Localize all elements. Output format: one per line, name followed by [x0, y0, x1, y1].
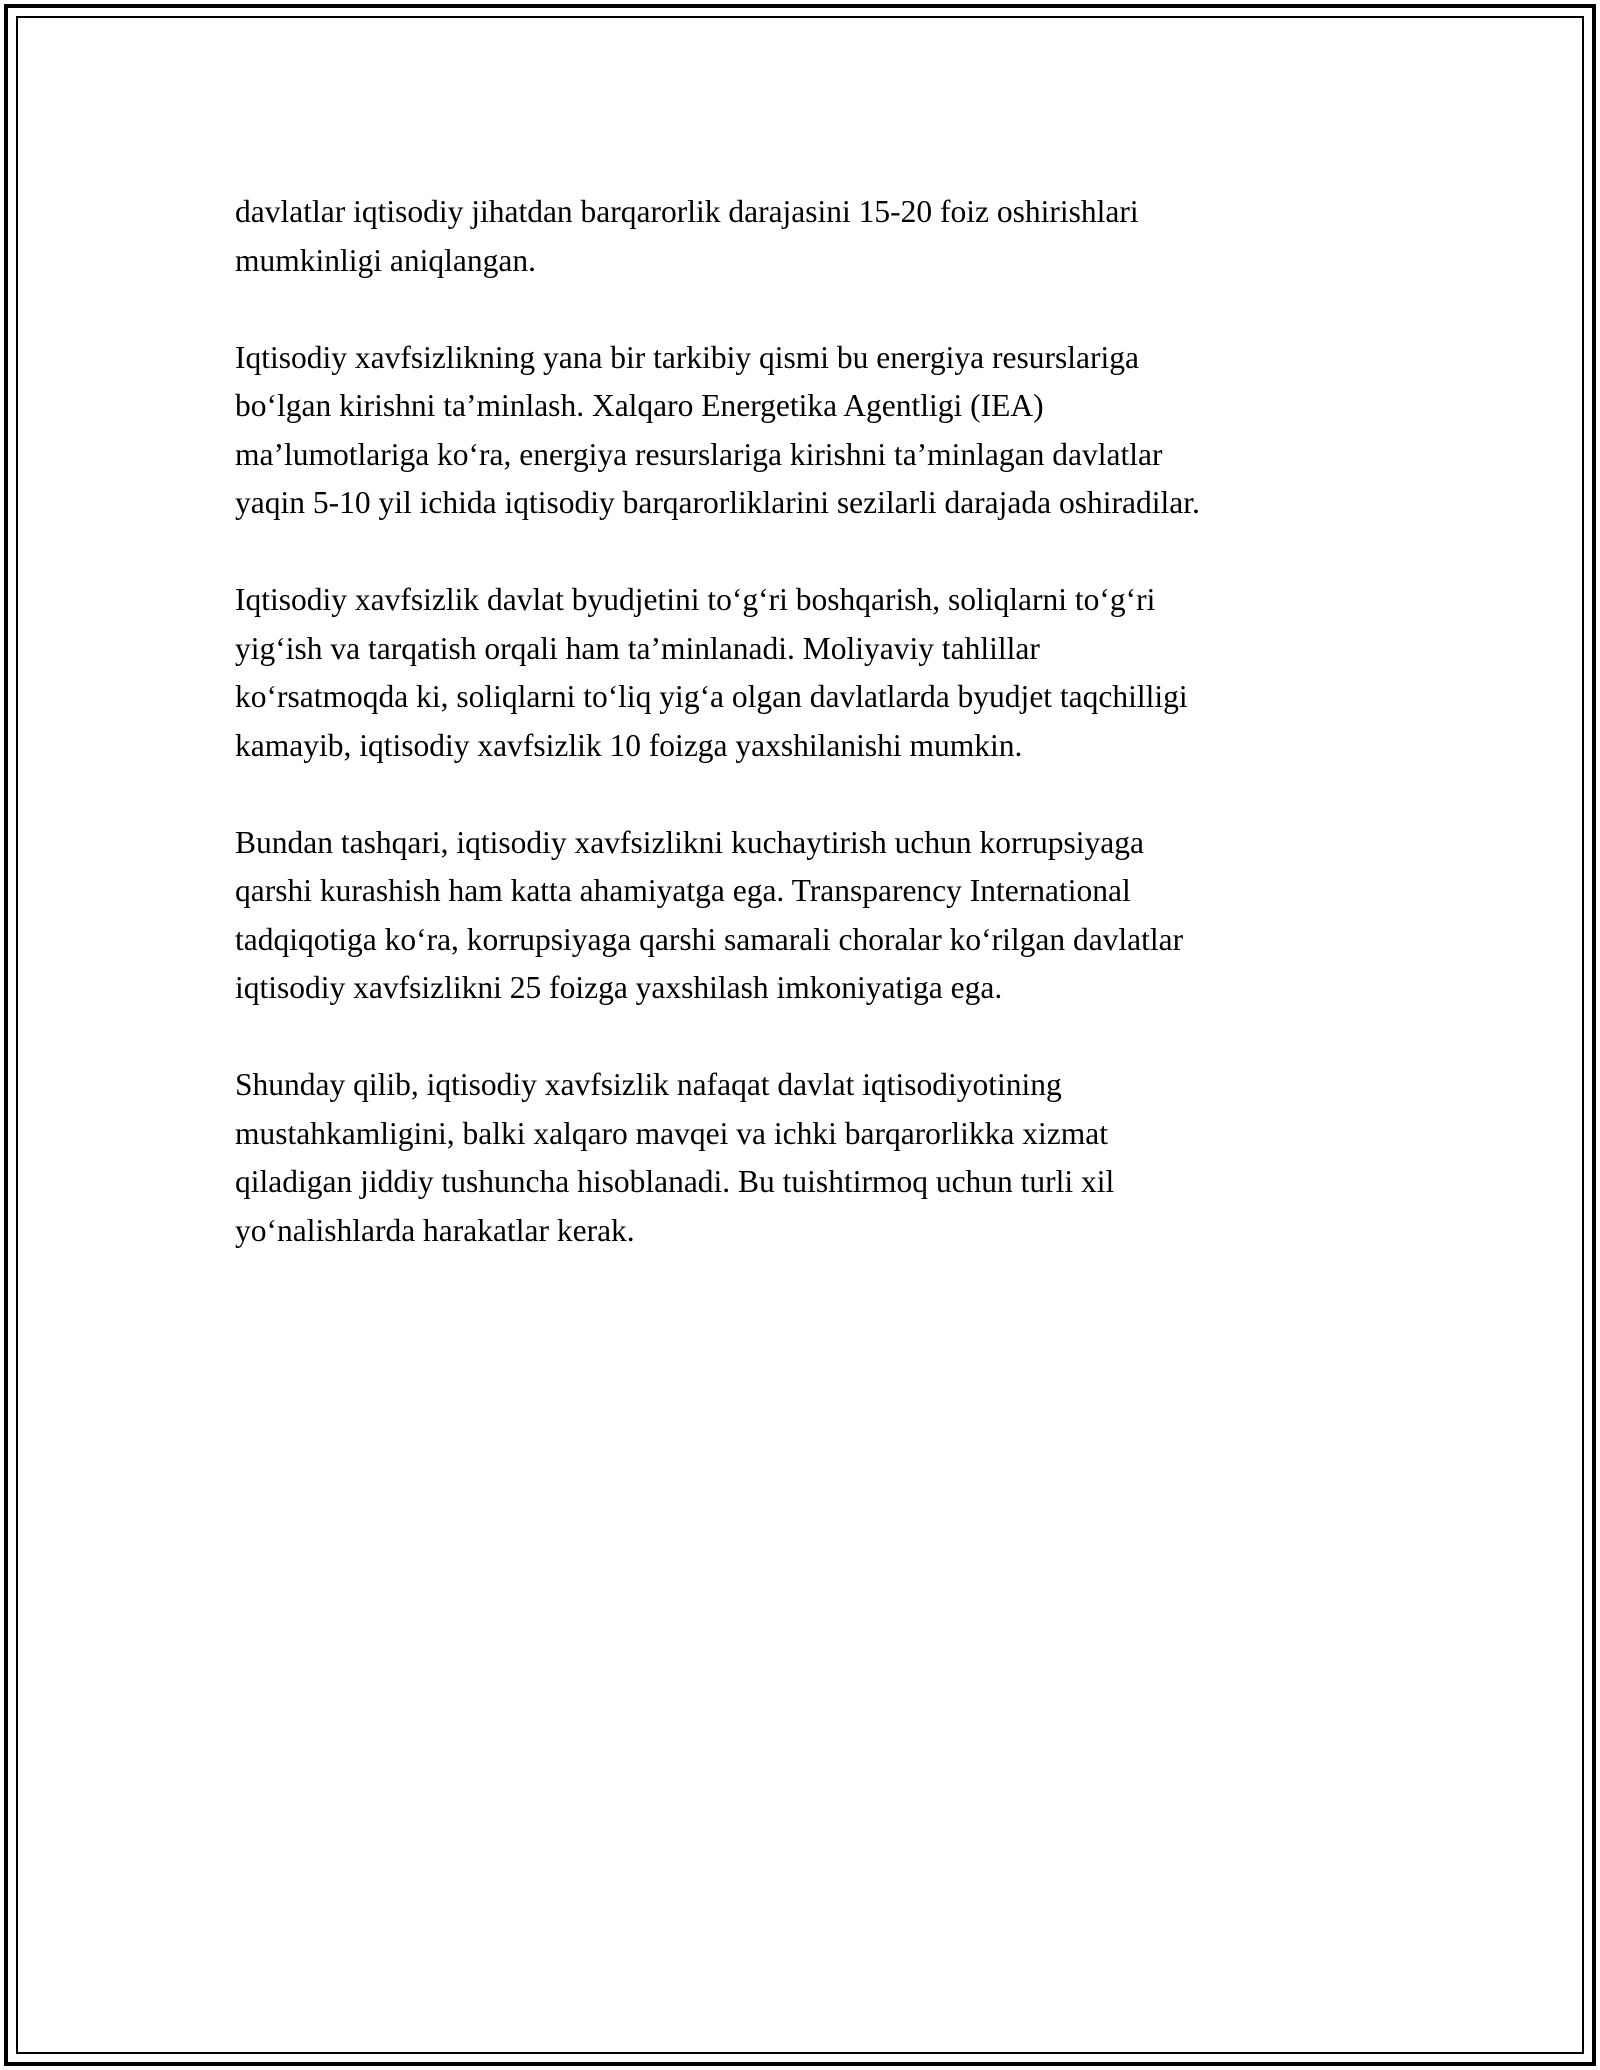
paragraph-1 — [235, 188, 1385, 285]
paragraph-line: mumkinligi aniqlangan. — [235, 242, 536, 278]
paragraph-2 — [235, 334, 1385, 528]
paragraph-line: yig‘ish va tarqatish orqali ham ta’minlanadi. Moliyaviy tahlillar — [235, 630, 1040, 666]
paragraph-line: kamayib, iqtisodiy xavfsizlik 10 foizga yaxshilanishi mumkin. — [235, 727, 1023, 763]
paragraph-line: ko‘rsatmoqda ki, soliqlarni to‘liq yig‘a olgan davlatlarda byudjet taqchilligi — [235, 679, 1188, 714]
paragraph-line: ma’lumotlariga ko‘ra, energiya resurslariga kirishni ta’minlagan davlatlar — [235, 436, 1163, 472]
paragraph-5 — [235, 1061, 1385, 1255]
paragraph-line: Iqtisodiy xavfsizlik davlat byudjetini to‘g‘ri boshqarish, soliqlarni to‘g‘ri — [235, 582, 1156, 617]
paragraph-line: Iqtisodiy xavfsizlikning yana bir tarkibiy qismi bu energiya resurslariga — [235, 339, 1139, 375]
paragraph-3 — [235, 576, 1385, 770]
document-body — [235, 188, 1385, 1304]
paragraph-line: yaqin 5-10 yil ichida iqtisodiy barqarorliklarini sezilarli darajada oshiradilar. — [235, 485, 1200, 520]
paragraph-line: iqtisodiy xavfsizlikni 25 foizga yaxshilash imkoniyatiga ega. — [235, 970, 1003, 1005]
paragraph-line: bo‘lgan kirishni ta’minlash. Xalqaro Energetika Agentligi (IEA) — [235, 388, 1044, 423]
paragraph-line: mustahkamligini, balki xalqaro mavqei va ichki barqarorlikka xizmat — [235, 1115, 1108, 1151]
paragraph-line: tadqiqotiga ko‘ra, korrupsiyaga qarshi samarali choralar ko‘rilgan davlatlar — [235, 921, 1184, 957]
paragraph-line: qarshi kurashish ham katta ahamiyatga ega. Transparency International — [235, 873, 1131, 908]
paragraph-line: davlatlar iqtisodiy jihatdan barqarorlik darajasini 15-20 foiz oshirishlari — [235, 194, 1139, 229]
paragraph-line: qiladigan jiddiy tushuncha hisoblanadi. Bu tuishtirmoq uchun turli xil — [235, 1164, 1115, 1199]
paragraph-line: Bundan tashqari, iqtisodiy xavfsizlikni kuchaytirish uchun korrupsiyaga — [235, 824, 1144, 860]
paragraph-4 — [235, 819, 1385, 1013]
paragraph-line: yo‘nalishlarda harakatlar kerak. — [235, 1212, 635, 1248]
paragraph-line: Shunday qilib, iqtisodiy xavfsizlik nafaqat davlat iqtisodiyotining — [235, 1067, 1062, 1102]
